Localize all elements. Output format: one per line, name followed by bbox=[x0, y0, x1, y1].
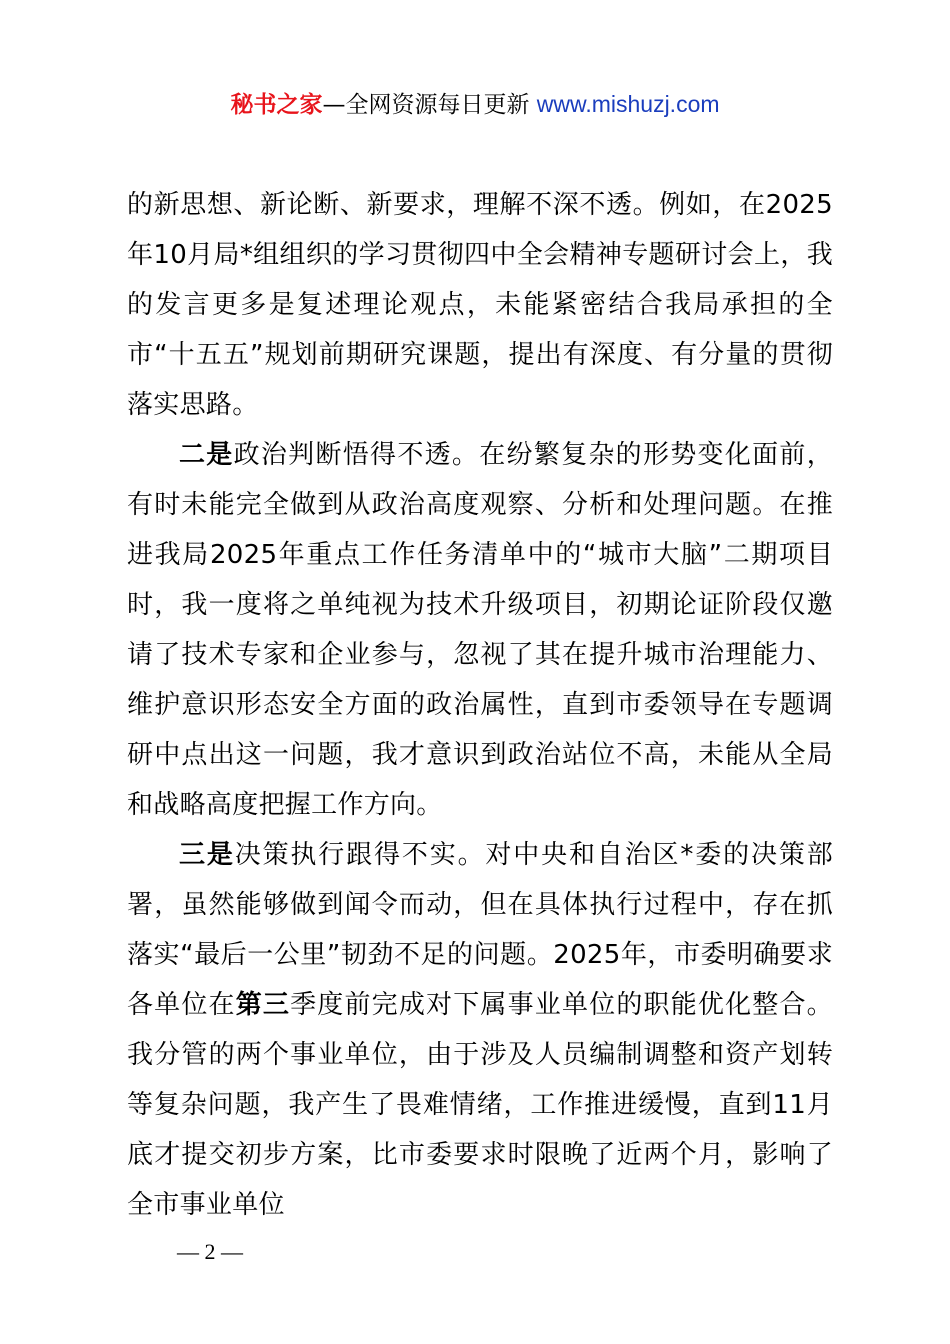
paragraph-bold-inline: 第三 bbox=[235, 990, 291, 1020]
paragraph-text: 的新思想、新论断、新要求，理解不深不透。例如，在2025年10月局*组组织的学习贯彻四中全会精神专题研讨会上，我的发言更多是复述理论观点，未能紧密结合我局承担的全市“十五五”规划前期研究课题，提出有深度、有分量的贯彻落实思路。 bbox=[127, 190, 833, 420]
brand-name: 秘书之家 bbox=[230, 92, 323, 118]
paragraph-text: 季度前完成对下属事业单位的职能优化整合。我分管的两个事业单位，由于涉及人员编制调整和资产划转等复杂问题，我产生了畏难情绪，工作推进缓慢，直到11月底才提交初步方案，比市委要求时限晚了近两个月，影响了全市事业单位 bbox=[127, 990, 833, 1220]
paragraph-point-three bbox=[127, 830, 833, 1230]
paragraph-text: 决策执行跟得不实。对中央和自治区*委的决策部署，虽然能够做到闻令而动，但在具体执行过程中，存在抓落实“最后一公里”韧劲不足的问题。2025年，市委明确要求各单位在 bbox=[127, 840, 833, 1020]
paragraph-lead: 二是 bbox=[179, 440, 234, 470]
paragraph-point-two bbox=[127, 430, 833, 830]
site-url[interactable]: www.mishuzj.com bbox=[536, 91, 720, 117]
paragraph-text: 政治判断悟得不透。在纷繁复杂的形势变化面前，有时未能完全做到从政治高度观察、分析和处理问题。在推进我局2025年重点工作任务清单中的“城市大脑”二期项目时，我一度将之单纯视为技术升级项目，初期论证阶段仅邀请了技术专家和企业参与，忽视了其在提升城市治理能力、维护意识形态安全方面的政治属性，直到市委领导在专题调研中点出这一问题，我才意识到政治站位不高，未能从全局和战略高度把握工作方向。 bbox=[127, 440, 833, 820]
paragraph-continuation bbox=[127, 180, 833, 430]
page-header bbox=[0, 86, 950, 123]
document-body bbox=[127, 180, 833, 1230]
paragraph-lead: 三是 bbox=[179, 840, 235, 870]
page-number: — 2 — bbox=[177, 1239, 243, 1264]
header-tagline: —全网资源每日更新 bbox=[322, 92, 530, 118]
